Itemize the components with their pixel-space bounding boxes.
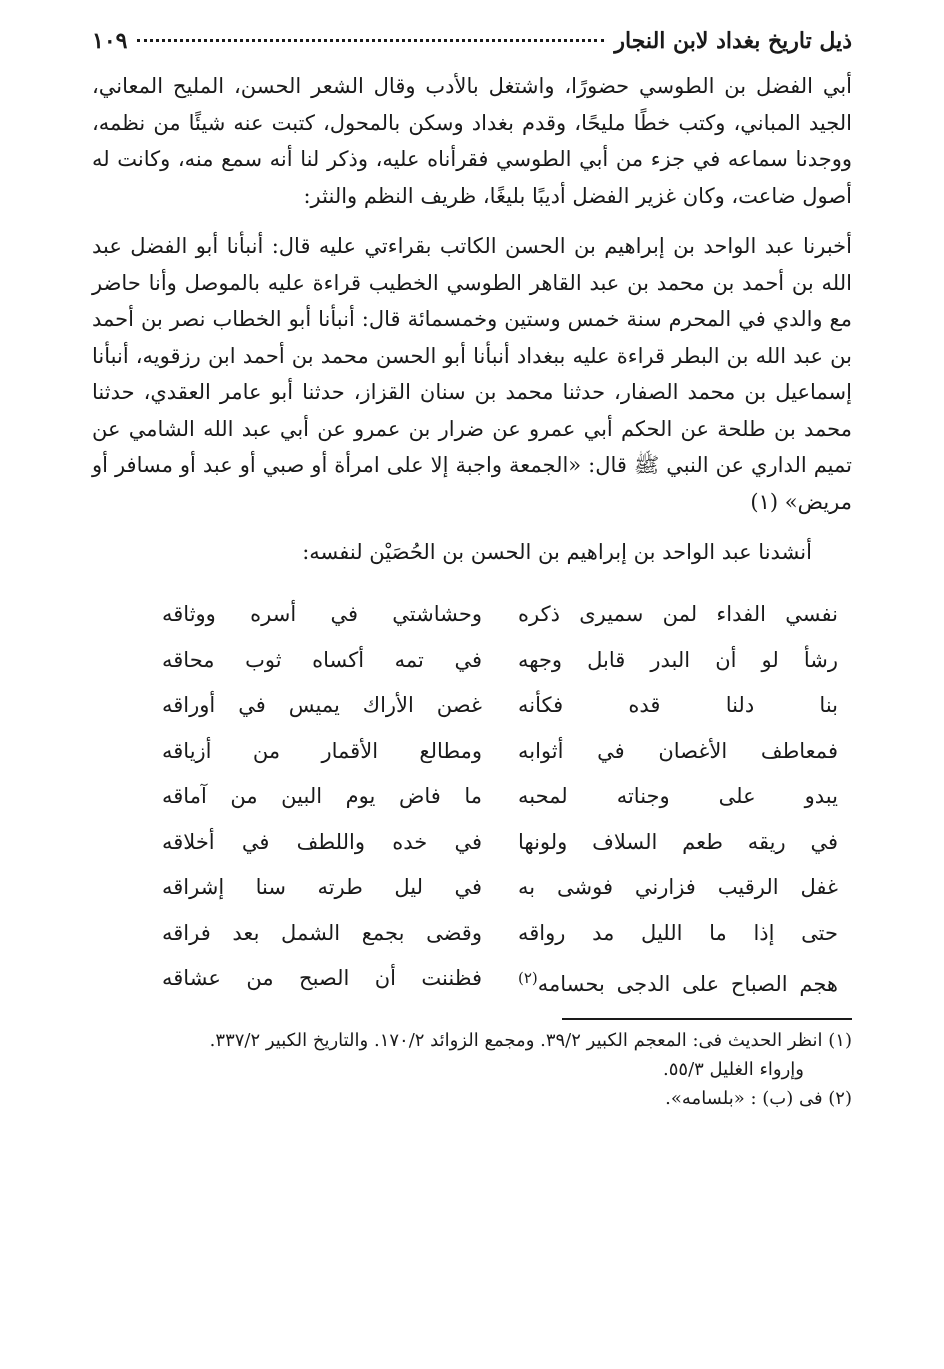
verse-second-hemistich: وحشاشتي في أسره ووثاقه	[162, 602, 482, 626]
hadith-paragraph: أخبرنا عبد الواحد بن إبراهيم بن الحسن الكاتب بقراءتي عليه قال: أنبأنا أبو الفضل عبد الله بن أحمد بن محمد بن عبد القاهر الطوسي الخطيب قراءة عليه بالموصل وأنا حاضر مع والدي في المحرم سنة خمس وستين وخمسمائة قال: أنبأنا أبو الخطاب نصر بن أحمد بن عبد الله بن البطر قراءة عليه ببغداد أنبأنا أبو الحسن محمد بن أحمد ابن رزقويه، أنبأنا إسماعيل بن محمد الصفار، حدثنا محمد بن سنان القزاز، حدثنا أبو عامر العقدي، حدثنا محمد بن طلحة عن الحكم أبي عمرو عن ضرار بن عمرو عن أبي عبد الله الشامي عن تميم الداري عن النبي ﷺ قال: «الجمعة واجبة إلا على امرأة أو صبي أو عبد أو مسافر أو مريض» (١)	[92, 234, 852, 514]
footnote-separator	[562, 1018, 852, 1020]
verse-first-hemistich: يبدو على وجناته لمحبه	[518, 784, 838, 808]
header-leader-dots	[137, 39, 604, 42]
verse-first-hemistich: نفسي الفداء لمن سميرى ذكره	[518, 602, 838, 626]
footnote-reference: (٢)	[518, 969, 538, 987]
verse-first-hemistich: حتى إذا ما الليل مد رواقه	[518, 920, 838, 945]
verse-second-hemistich: في ليل طرته سنا إشراقه	[162, 875, 482, 899]
verse-second-hemistich: غصن الأراك يميس في أوراقه	[162, 693, 482, 717]
footnote-1: (١) انظر الحديث فى: المعجم الكبير ٣٩/٢. ومجمع الزوائد ١٧٠/٢. والتاريخ الكبير ٣٣٧/٢.	[209, 1029, 852, 1051]
footnote-2: (٢) فى (ب) : «بلسامه».	[665, 1087, 852, 1109]
book-title: ذيل تاريخ بغداد لابن النجار	[614, 28, 852, 54]
poem-verse	[92, 911, 852, 957]
biography-paragraph: أبي الفضل بن الطوسي حضورًا، واشتغل بالأدب وقال الشعر الحسن، المليح المعاني، الجيد المباني، وكتب خطًا مليحًا، وقدم بغداد وسكن بالمحول، كتبت عنه شيئًا من نظمه، ووجدنا سماعه في جزء من أبي الطوسي فقرأناه عليه، وذكر لنا أنه سمع منه، وكانت له أصول ضاعت، وكان غزير الفضل أديبًا بليغًا، ظريف النظم والنثر:	[92, 74, 852, 208]
verse-first-hemistich: غفل الرقيب فزارني فوشى به	[518, 875, 838, 899]
verse-second-hemistich: في تمه أكساه ثوب محاقه	[162, 647, 482, 672]
verse-first-hemistich: في ريقه طعم السلاف ولونها	[518, 829, 838, 854]
poem-introduction: أنشدنا عبد الواحد بن إبراهيم بن الحسن بن الحُصَيْن لنفسه:	[302, 540, 812, 564]
poem-verse	[92, 683, 852, 729]
verse-second-hemistich: ومطالع الأقمار من أزياقه	[162, 738, 482, 763]
paragraph-gap	[92, 214, 852, 228]
verse-first-hemistich	[518, 956, 838, 1002]
poem-verse	[92, 956, 852, 1002]
footnote-1-continuation: وإرواء الغليل ٥٥/٣.	[663, 1058, 804, 1080]
verse-second-hemistich: وقضى بجمع الشمل بعد فراقه	[162, 920, 482, 945]
verse-first-hemistich: بنا دلنا قده فكأنه	[518, 693, 838, 717]
verse-second-hemistich: ما فاض يوم البين من آماقه	[162, 784, 482, 808]
page-number: ١٠٩	[92, 28, 128, 54]
poem-verse	[92, 729, 852, 775]
poem-verse	[92, 592, 852, 638]
poem-verse	[92, 638, 852, 684]
verse-first-hemistich: فمعاطف الأغصان في أثوابه	[518, 738, 838, 763]
verse-first-hemistich: رشأ لو أن البدر قابل وجهه	[518, 647, 838, 672]
verse-second-hemistich: في خده واللطف في أخلاقه	[162, 829, 482, 854]
verse-second-hemistich: فظننت أن الصبح من عشاقه	[162, 966, 482, 990]
poem	[92, 592, 852, 1002]
poem-verse	[92, 865, 852, 911]
document-page	[92, 28, 852, 1113]
verse-text: هجم الصباح على الدجى بحسامه	[537, 972, 838, 996]
poem-verse	[92, 774, 852, 820]
poem-verse	[92, 820, 852, 866]
running-header	[92, 28, 852, 68]
